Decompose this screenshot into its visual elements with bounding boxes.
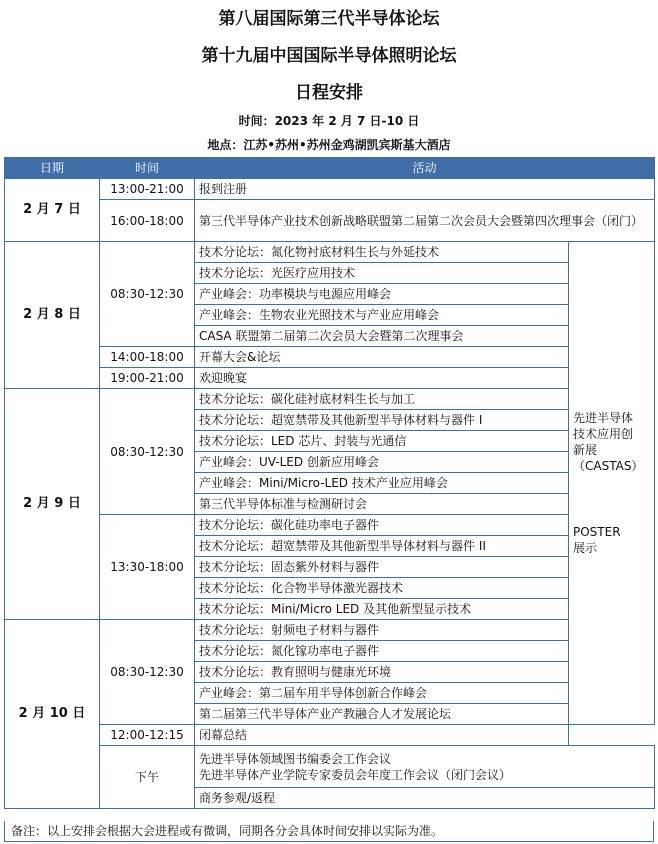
table-row	[5, 179, 655, 200]
time-cell: 19:00-21:00	[100, 368, 195, 389]
col-activity-header: 活动	[195, 158, 655, 179]
table-row	[5, 389, 655, 410]
date-cell: 2 月 9 日	[5, 389, 100, 620]
table-row	[5, 347, 655, 368]
col-time-header: 时间	[100, 158, 195, 179]
title-line-2: 第十九届中国国际半导体照明论坛	[201, 46, 457, 66]
date-cell: 2 月 7 日	[5, 179, 100, 242]
activity-cell: 技术分论坛：氮化物衬底材料生长与外延技术	[195, 242, 569, 263]
time-cell: 下午	[100, 746, 195, 809]
time-cell: 14:00-18:00	[100, 347, 195, 368]
activity-cell: 产业峰会：功率模块与电源应用峰会	[195, 284, 569, 305]
activity-cell: 第三代半导体产业技术创新战略联盟第二届第二次会员大会暨第四次理事会（闭门）	[195, 200, 655, 242]
table-row	[5, 620, 655, 641]
activity-cell: 产业峰会：UV-LED 创新应用峰会	[195, 452, 569, 473]
activity-cell	[195, 746, 655, 788]
table-row	[5, 515, 655, 536]
title-line-3: 日程安排	[295, 83, 363, 103]
activity-cell: 技术分论坛：化合物半导体激光器技术	[195, 578, 569, 599]
side-line: 展示	[573, 541, 598, 555]
activity-cell: 报到注册	[195, 179, 655, 200]
table-row	[5, 725, 655, 746]
side-line: 新展	[573, 443, 598, 457]
time-cell: 08:30-12:30	[100, 242, 195, 347]
exhibition-side-note	[569, 242, 655, 725]
event-location: 地点：江苏•苏州•苏州金鸡湖凯宾斯基大酒店	[207, 138, 451, 152]
table-row	[5, 746, 655, 788]
footnote: 备注：以上安排会根据大会进程或有微调，同期各分会具体时间安排以实际为准。	[4, 821, 654, 842]
side-line: POSTER	[573, 525, 621, 539]
activity-line: 先进半导体领域图书编委会工作会议	[199, 751, 392, 766]
activity-cell: 闭幕总结	[195, 725, 569, 746]
time-cell: 08:30-12:30	[100, 620, 195, 725]
activity-cell: 第三代半导体标准与检测研讨会	[195, 494, 569, 515]
activity-cell: CASA 联盟第二届第二次会员大会暨第二次理事会	[195, 326, 569, 347]
activity-cell: 技术分论坛：教育照明与健康光环境	[195, 662, 569, 683]
event-time: 时间：2023 年 2 月 7 日-10 日	[238, 114, 420, 128]
activity-cell: 产业峰会：Mini/Micro-LED 技术产业应用峰会	[195, 473, 569, 494]
table-row	[5, 242, 655, 263]
activity-cell: 技术分论坛：碳化硅功率电子器件	[195, 515, 569, 536]
activity-cell: 产业峰会：生物农业光照技术与产业应用峰会	[195, 305, 569, 326]
date-cell: 2 月 10 日	[5, 620, 100, 809]
activity-cell: 技术分论坛：LED 芯片、封装与光通信	[195, 431, 569, 452]
table-header-row	[5, 158, 655, 179]
activity-cell: 技术分论坛：氮化镓功率电子器件	[195, 641, 569, 662]
table-row	[5, 200, 655, 242]
side-line: （CASTAS）	[573, 459, 644, 473]
activity-line: 先进半导体产业学院专家委员会年度工作会议（闭门会议）	[199, 767, 512, 782]
col-date-header: 日期	[5, 158, 100, 179]
activity-cell: 产业峰会：第二届车用半导体创新合作峰会	[195, 683, 569, 704]
activity-cell: 商务参观/返程	[195, 788, 655, 809]
time-cell: 08:30-12:30	[100, 389, 195, 515]
activity-cell: 开幕大会&论坛	[195, 347, 569, 368]
time-cell: 16:00-18:00	[100, 200, 195, 242]
activity-cell: 技术分论坛：Mini/Micro LED 及其他新型显示技术	[195, 599, 569, 620]
activity-cell: 技术分论坛：光医疗应用技术	[195, 263, 569, 284]
table-row	[5, 368, 655, 389]
activity-cell: 欢迎晚宴	[195, 368, 569, 389]
activity-cell: 技术分论坛：超宽禁带及其他新型半导体材料与器件 II	[195, 536, 569, 557]
activity-cell: 技术分论坛：固态紫外材料与器件	[195, 557, 569, 578]
date-cell: 2 月 8 日	[5, 242, 100, 389]
activity-cell: 第二届第三代半导体产业产教融合人才发展论坛	[195, 704, 569, 725]
side-line: 先进半导体	[573, 411, 634, 425]
activity-cell: 技术分论坛：碳化硅衬底材料生长与加工	[195, 389, 569, 410]
time-cell: 13:30-18:00	[100, 515, 195, 620]
time-cell: 13:00-21:00	[100, 179, 195, 200]
side-line: 技术应用创	[573, 427, 634, 441]
schedule-table	[4, 157, 655, 809]
activity-cell: 技术分论坛：超宽禁带及其他新型半导体材料与器件 I	[195, 410, 569, 431]
time-cell: 12:00-12:15	[100, 725, 195, 746]
title-line-1: 第八届国际第三代半导体论坛	[218, 9, 440, 29]
activity-cell: 技术分论坛：射频电子材料与器件	[195, 620, 569, 641]
